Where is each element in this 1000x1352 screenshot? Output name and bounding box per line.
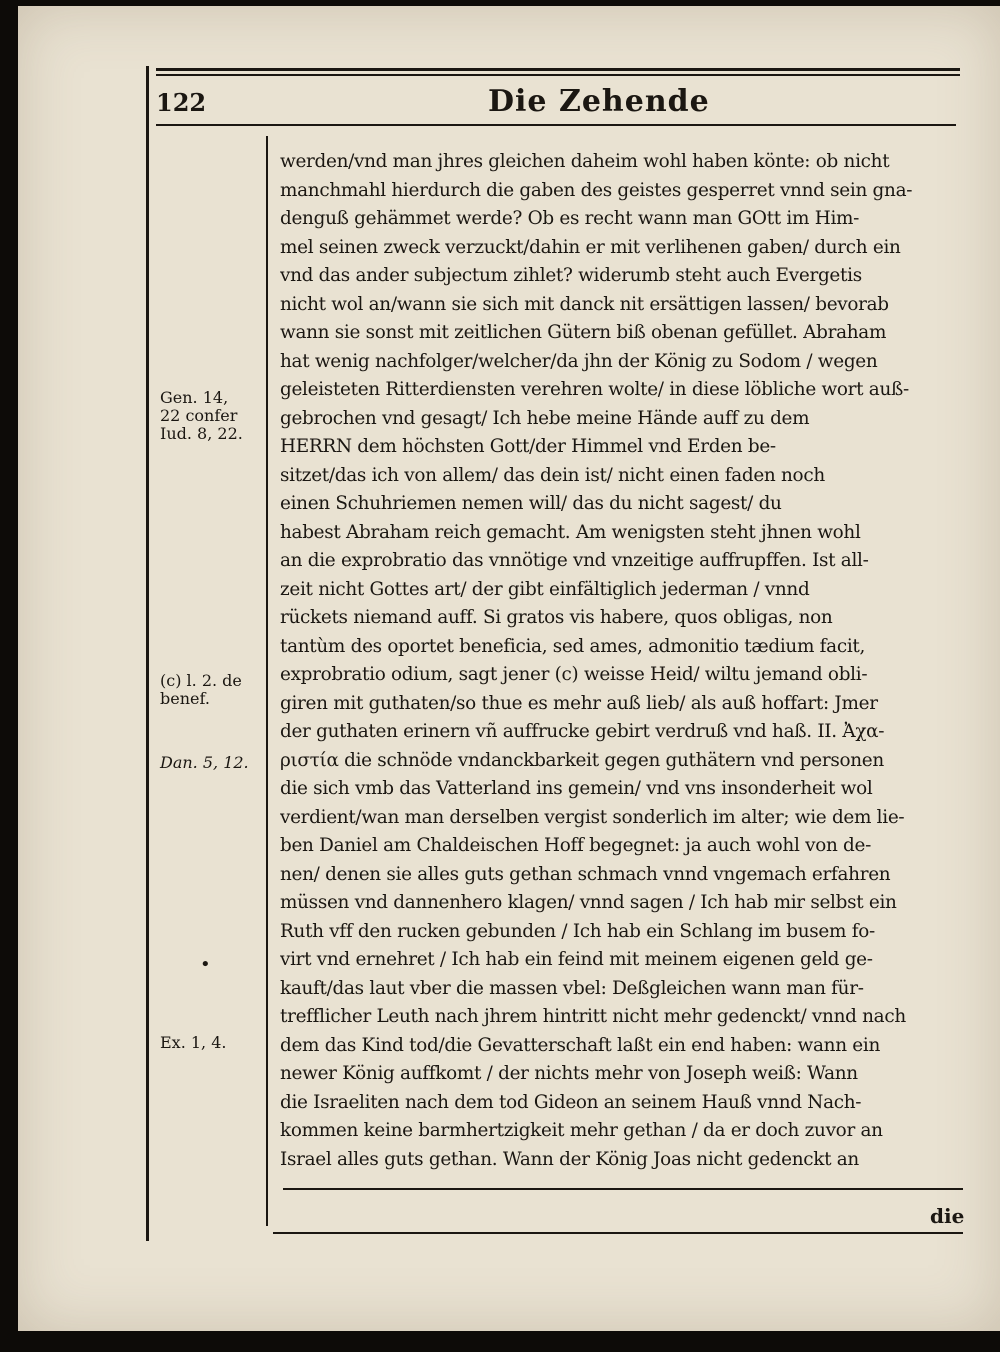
body-line: HERRN dem höchsten Gott/der Himmel vnd Erden be- [280,436,776,457]
running-title: Die Zehende [488,84,710,119]
body-line: an die exprobratio das vnnötige vnd vnzeitige auffrupffen. Ist all- [280,550,869,571]
footer-rule-2 [273,1232,963,1234]
body-line: werden/vnd man jhres gleichen daheim wohl haben könte: ob nicht [280,151,890,172]
body-line: nen/ denen sie alles guts gethan schmach vnnd vngemach erfahren [280,863,891,885]
body-line: der guthaten erinern vñ auffrucke gebirt verdruß vnd haß. II. Ἀχα- [280,721,885,742]
body-line: exprobratio odium, sagt jener (c) weisse Heid/ wiltu jemand obli- [280,664,868,685]
page-number: 122 [156,88,207,117]
body-line: verdient/wan man derselben vergist sonderlich im alter; wie dem lie- [280,806,905,828]
body-line: dem das Kind tod/die Gevatterschaft laßt ein end haben: wann ein [280,1034,881,1056]
body-line: gebrochen vnd gesagt/ Ich hebe meine Hände auff zu dem [280,407,810,429]
margin-note-daniel: Dan. 5, 12. [160,753,249,772]
body-line: giren mit guthaten/so thue es mehr auß lieb/ als auß hoffart: Jmer [280,692,878,714]
left-margin-rule [146,66,149,1241]
body-line: rückets niemand auff. Si gratos vis habere, quos obligas, non [280,607,833,628]
body-line: vnd das ander subjectum zihlet? widerumb steht auch Evergetis [280,265,862,286]
margin-note-genesis: Gen. 14, 22 confer Iud. 8, 22. [160,388,243,443]
body-line: nicht wol an/wann sie sich mit danck nit ersättigen lassen/ bevorab [280,293,889,315]
body-line: ριστία die schnöde vndanckbarkeit gegen guthätern vnd personen [280,749,884,771]
body-line: einen Schuhriemen nemen will/ das du nicht sagest/ du [280,493,782,514]
body-line: virt vnd ernehret / Ich hab ein feind mit meinem eigenen geld ge- [280,949,873,970]
header-rule-bottom [156,124,956,126]
body-line: denguß gehämmet werde? Ob es recht wann man GOtt im Him- [280,208,860,229]
body-line: mel seinen zweck verzuckt/dahin er mit verlihenen gaben/ durch ein [280,236,901,258]
body-line: die Israeliten nach dem tod Gideon an seinem Hauß vnnd Nach- [280,1091,862,1113]
body-line: newer König auffkomt / der nichts mehr von Joseph weiß: Wann [280,1063,858,1084]
body-line: tantùm des oportet beneficia, sed ames, admonitio tædium facit, [280,635,866,657]
book-page [18,6,1000,1331]
body-line: habest Abraham reich gemacht. Am wenigsten steht jhnen wohl [280,521,861,543]
margin-note-exodus: Ex. 1, 4. [160,1033,227,1052]
body-line: wann sie sonst mit zeitlichen Gütern biß obenan gefüllet. Abraham [280,322,887,343]
body-line: trefflicher Leuth nach jhrem hintritt nicht mehr gedenckt/ vnnd nach [280,1006,906,1027]
body-line: Israel alles guts gethan. Wann der König Joas nicht gedenckt an [280,1148,859,1170]
body-line: hat wenig nachfolger/welcher/da jhn der König zu Sodom / wegen [280,350,878,372]
body-line: zeit nicht Gottes art/ der gibt einfältiglich jederman / vnnd [280,578,810,600]
body-line: sitzet/das ich von allem/ das dein ist/ nicht einen faden noch [280,464,825,486]
body-line: kauft/das laut vber die massen vbel: Deßgleichen wann man für- [280,977,864,999]
header-rule-top [156,68,960,71]
body-line: ben Daniel am Chaldeischen Hoff begegnet: ja auch wohl von de- [280,835,872,856]
header-rule-top-2 [156,74,960,76]
body-line: kommen keine barmhertzigkeit mehr gethan / da er doch zuvor an [280,1120,883,1141]
body-line: geleisteten Ritterdiensten verehren wolte/ in diese löbliche wort auß- [280,379,909,400]
column-separator-rule [266,136,268,1226]
body-line: die sich vmb das Vatterland ins gemein/ vnd vns insonderheit wol [280,778,873,799]
body-text [280,148,970,1174]
margin-note-seneca: (c) l. 2. de benef. [160,671,242,708]
catchword: die [930,1204,965,1228]
margin-note-dot: • [200,954,211,975]
body-line: müssen vnd dannenhero klagen/ vnnd sagen / Ich hab mir selbst ein [280,892,897,913]
footer-rule [283,1188,963,1190]
body-line: manchmahl hierdurch die gaben des geistes gesperret vnnd sein gna- [280,179,913,201]
body-line: Ruth vff den rucken gebunden / Ich hab ein Schlang im busem fo- [280,920,875,942]
